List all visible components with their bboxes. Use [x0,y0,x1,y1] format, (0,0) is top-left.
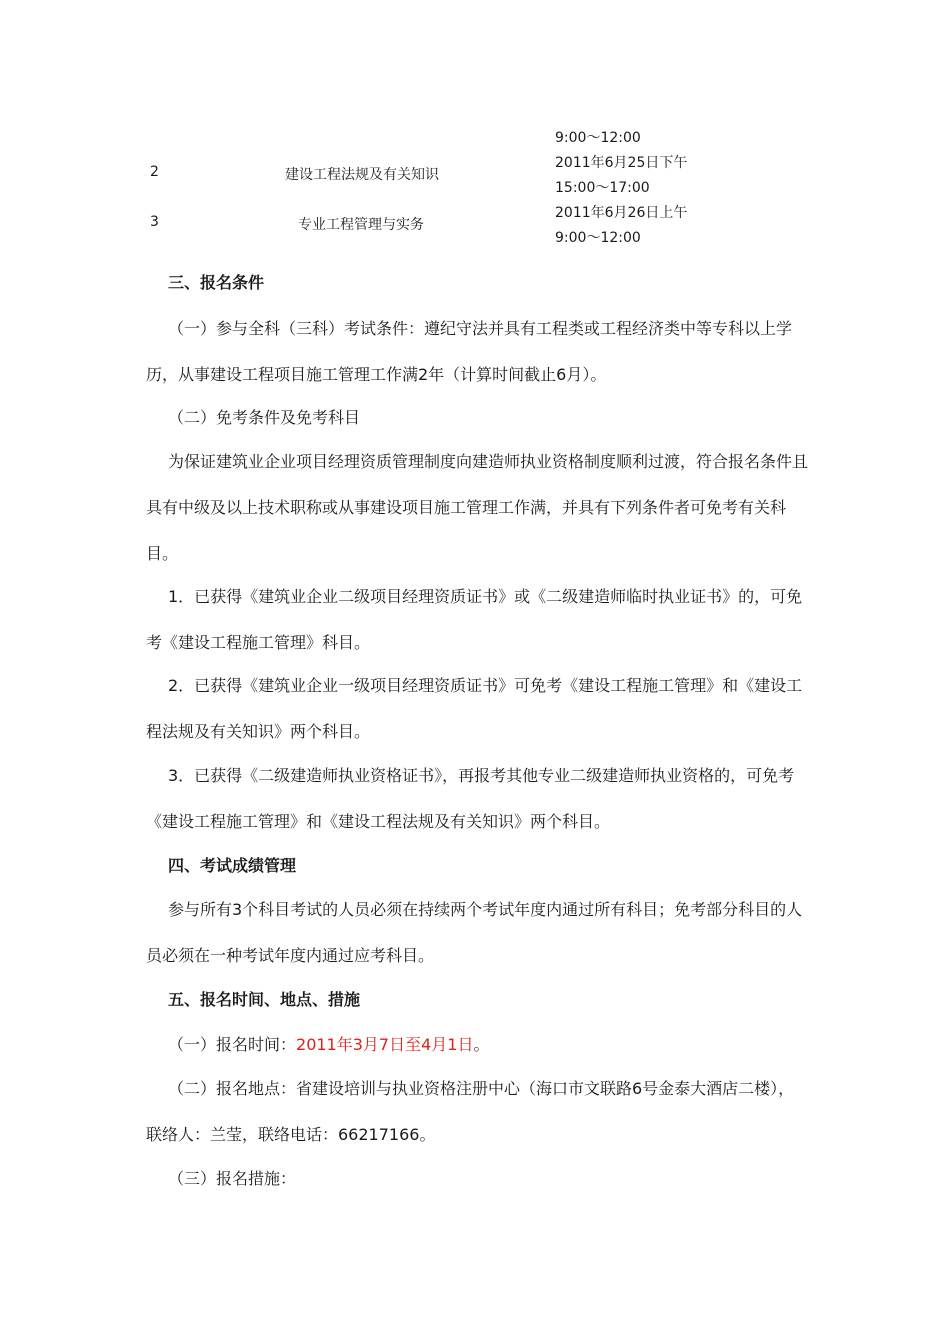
table-cell-time: 2011年6月26日上午 [555,205,688,221]
list-item-exemption-3: 3．已获得《二级建造师执业资格证书》，再报考其他专业二级建造师执业资格的，可免考《建设工程施工管理》和《建设工程法规及有关知识》两个科目。 [146,766,795,831]
table-cell-time: 9:00～12:00 [555,130,641,146]
list-item-exemption-2: 2．已获得《建筑业企业一级项目经理资质证书》可免考《建设工程施工管理》和《建设工程法规及有关知识》两个科目。 [146,676,803,741]
list-item-exemption-1: 1．已获得《建筑业企业二级项目经理资质证书》或《二级建造师临时执业证书》的，可免考《建设工程施工管理》科目。 [146,587,803,652]
paragraph-registration-time [146,1022,810,1068]
table-cell-time: 2011年6月25日下午 [555,155,688,171]
paragraph-exemption-intro: 为保证建筑业企业项目经理资质管理制度向建造师执业资格制度顺利过渡，符合报名条件且具有中级及以上技术职称或从事建设项目施工管理工作满，并具有下列条件者可免考有关科目。 [146,452,809,563]
registration-time-end: 。 [473,1035,490,1054]
paragraph-score-rules: 参与所有3个科目考试的人员必须在持续两个考试年度内通过所有科目；免考部分科目的人员必须在一种考试年度内通过应考科目。 [146,900,803,965]
registration-time-label: （一）报名时间： [168,1035,297,1054]
paragraph-exemption-title: （二）免考条件及免考科目 [168,408,361,427]
paragraph-registration-location: （二）报名地点：省建设培训与执业资格注册中心（海口市文联路6号金泰大酒店二楼），联络人：兰莹，联络电话：66217166。 [146,1079,795,1144]
section-heading-registration-conditions: 三、报名条件 [168,273,265,292]
table-cell-time: 9:00～12:00 [555,230,641,246]
table-cell-subject: 专业工程管理与实务 [298,217,424,233]
table-cell-time: 15:00～17:00 [555,180,650,196]
paragraph-full-exam-conditions: （一）参与全科（三科）考试条件：遵纪守法并具有工程类或工程经济类中等专科以上学历，从事建设工程项目施工管理工作满2年（计算时间截止6月）。 [146,319,793,384]
table-cell-number: 3 [150,214,159,230]
registration-time-value: 2011年3月7日至4月1日 [296,1035,474,1054]
table-cell-number: 2 [150,164,159,180]
table-cell-subject: 建设工程法规及有关知识 [285,167,439,183]
paragraph-registration-method: （三）报名措施： [168,1169,297,1188]
section-heading-score-management: 四、考试成绩管理 [168,856,297,875]
section-heading-registration-info: 五、报名时间、地点、措施 [168,990,361,1009]
